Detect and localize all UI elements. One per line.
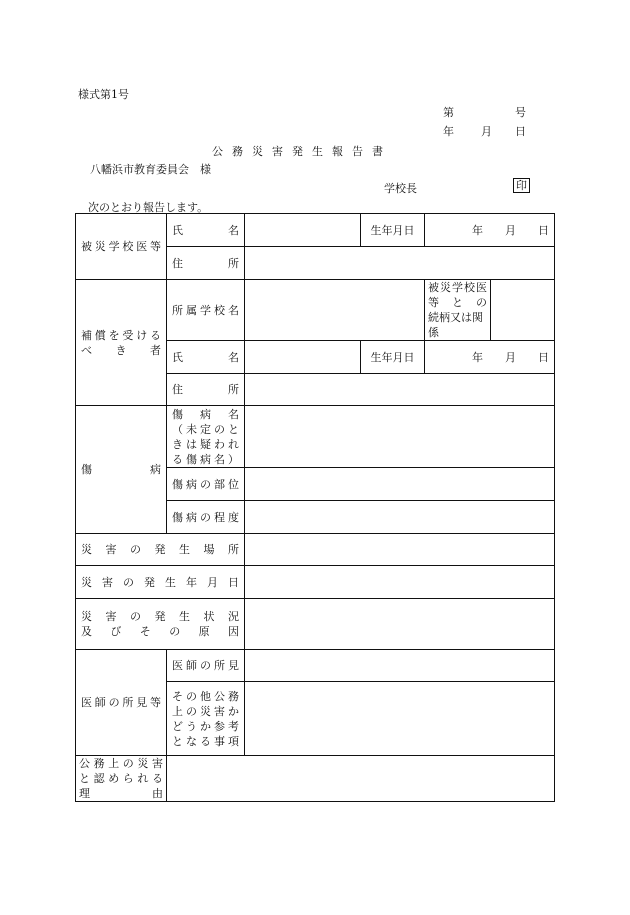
beneficiary-school-label: 所属学校名 [167, 280, 245, 341]
injury-name-line3: きは疑われ [172, 437, 239, 451]
date-day-label: 日 [515, 125, 526, 138]
date-field[interactable] [245, 566, 555, 599]
situation-label-line2: 及びその原因 [81, 625, 239, 638]
victim-name-field[interactable] [245, 214, 361, 247]
beneficiary-birth-label: 生年月日 [361, 341, 425, 374]
place-field[interactable] [245, 534, 555, 566]
report-form-table [75, 213, 555, 802]
injury-name-field[interactable] [245, 406, 555, 468]
reason-line3: 理 由 [79, 787, 163, 800]
situation-label [76, 599, 245, 650]
beneficiary-name-label: 氏 名 [167, 341, 245, 374]
principal-label: 学校長 [384, 182, 417, 195]
injury-name-line4: る傷病名） [172, 452, 239, 466]
victim-birth-label: 生年月日 [361, 214, 425, 247]
doctor-other-line1: その他公務 [172, 689, 239, 703]
beneficiary-relation-line2: 続柄又は関係 [428, 311, 483, 339]
beneficiary-header-line2: べ き 者 [81, 343, 161, 357]
injury-name-line2: （未定のと [172, 422, 239, 436]
injury-name-row [76, 406, 555, 468]
reason-label [76, 756, 167, 802]
reason-row [76, 756, 555, 802]
reason-field[interactable] [167, 756, 555, 802]
beneficiary-address-field[interactable] [245, 374, 555, 406]
doctor-finding-row [76, 650, 555, 682]
injury-degree-label: 傷病の程度 [167, 501, 245, 534]
beneficiary-relation-line1: 被災学校医等との [428, 281, 487, 309]
situation-field[interactable] [245, 599, 555, 650]
beneficiary-header-line1: 補償を受ける [81, 328, 161, 342]
victim-name-row [76, 214, 555, 247]
doctor-other-line4: となる事項 [172, 734, 239, 748]
doctor-other-line3: どうか参考 [172, 719, 239, 733]
addressee: 八幡浜市教育委員会 様 [90, 163, 211, 176]
victim-birth-field[interactable]: 年 月 日 [425, 214, 555, 247]
doctor-finding-field[interactable] [245, 650, 555, 682]
page-title: 公務災害発生報告書 [212, 145, 392, 158]
injury-name-line1: 傷 病 名 [172, 407, 239, 421]
date-row [76, 566, 555, 599]
injury-header: 傷 病 [76, 406, 167, 534]
form-number: 様式第1号 [78, 88, 129, 101]
beneficiary-school-row [76, 280, 555, 341]
injury-degree-field[interactable] [245, 501, 555, 534]
injury-part-label: 傷病の部位 [167, 468, 245, 501]
place-row [76, 534, 555, 566]
injury-part-field[interactable] [245, 468, 555, 501]
beneficiary-header [76, 280, 167, 406]
date-month-label: 月 [481, 125, 492, 138]
document-number-suffix: 号 [515, 106, 526, 119]
doctor-other-field[interactable] [245, 682, 555, 756]
situation-label-line1: 災害の発生状況 [81, 610, 239, 623]
beneficiary-address-label: 住 所 [167, 374, 245, 406]
date-year-label: 年 [443, 125, 454, 138]
doctor-header: 医師の所見等 [76, 650, 167, 756]
victim-address-label: 住 所 [167, 247, 245, 280]
place-label: 災害の発生場所 [76, 534, 245, 566]
seal-mark: 印 [513, 178, 530, 193]
victim-name-label: 氏 名 [167, 214, 245, 247]
beneficiary-relation-label [425, 280, 491, 341]
beneficiary-birth-field[interactable]: 年 月 日 [425, 341, 555, 374]
beneficiary-relation-field[interactable] [491, 280, 555, 341]
intro-text: 次のとおり報告します。 [88, 201, 209, 214]
beneficiary-school-field[interactable] [245, 280, 425, 341]
date-label: 災害の発生年月日 [76, 566, 245, 599]
doctor-finding-label: 医師の所見 [167, 650, 245, 682]
document-number-label: 第 [443, 106, 454, 119]
doctor-other-line2: 上の災害か [172, 704, 239, 718]
reason-line2: と認められる [79, 772, 163, 785]
victim-header: 被災学校医等 [76, 214, 167, 280]
victim-address-field[interactable] [245, 247, 555, 280]
beneficiary-name-field[interactable] [245, 341, 361, 374]
doctor-other-label [167, 682, 245, 756]
injury-name-label [167, 406, 245, 468]
reason-line1: 公務上の災害 [79, 757, 163, 770]
situation-row [76, 599, 555, 650]
